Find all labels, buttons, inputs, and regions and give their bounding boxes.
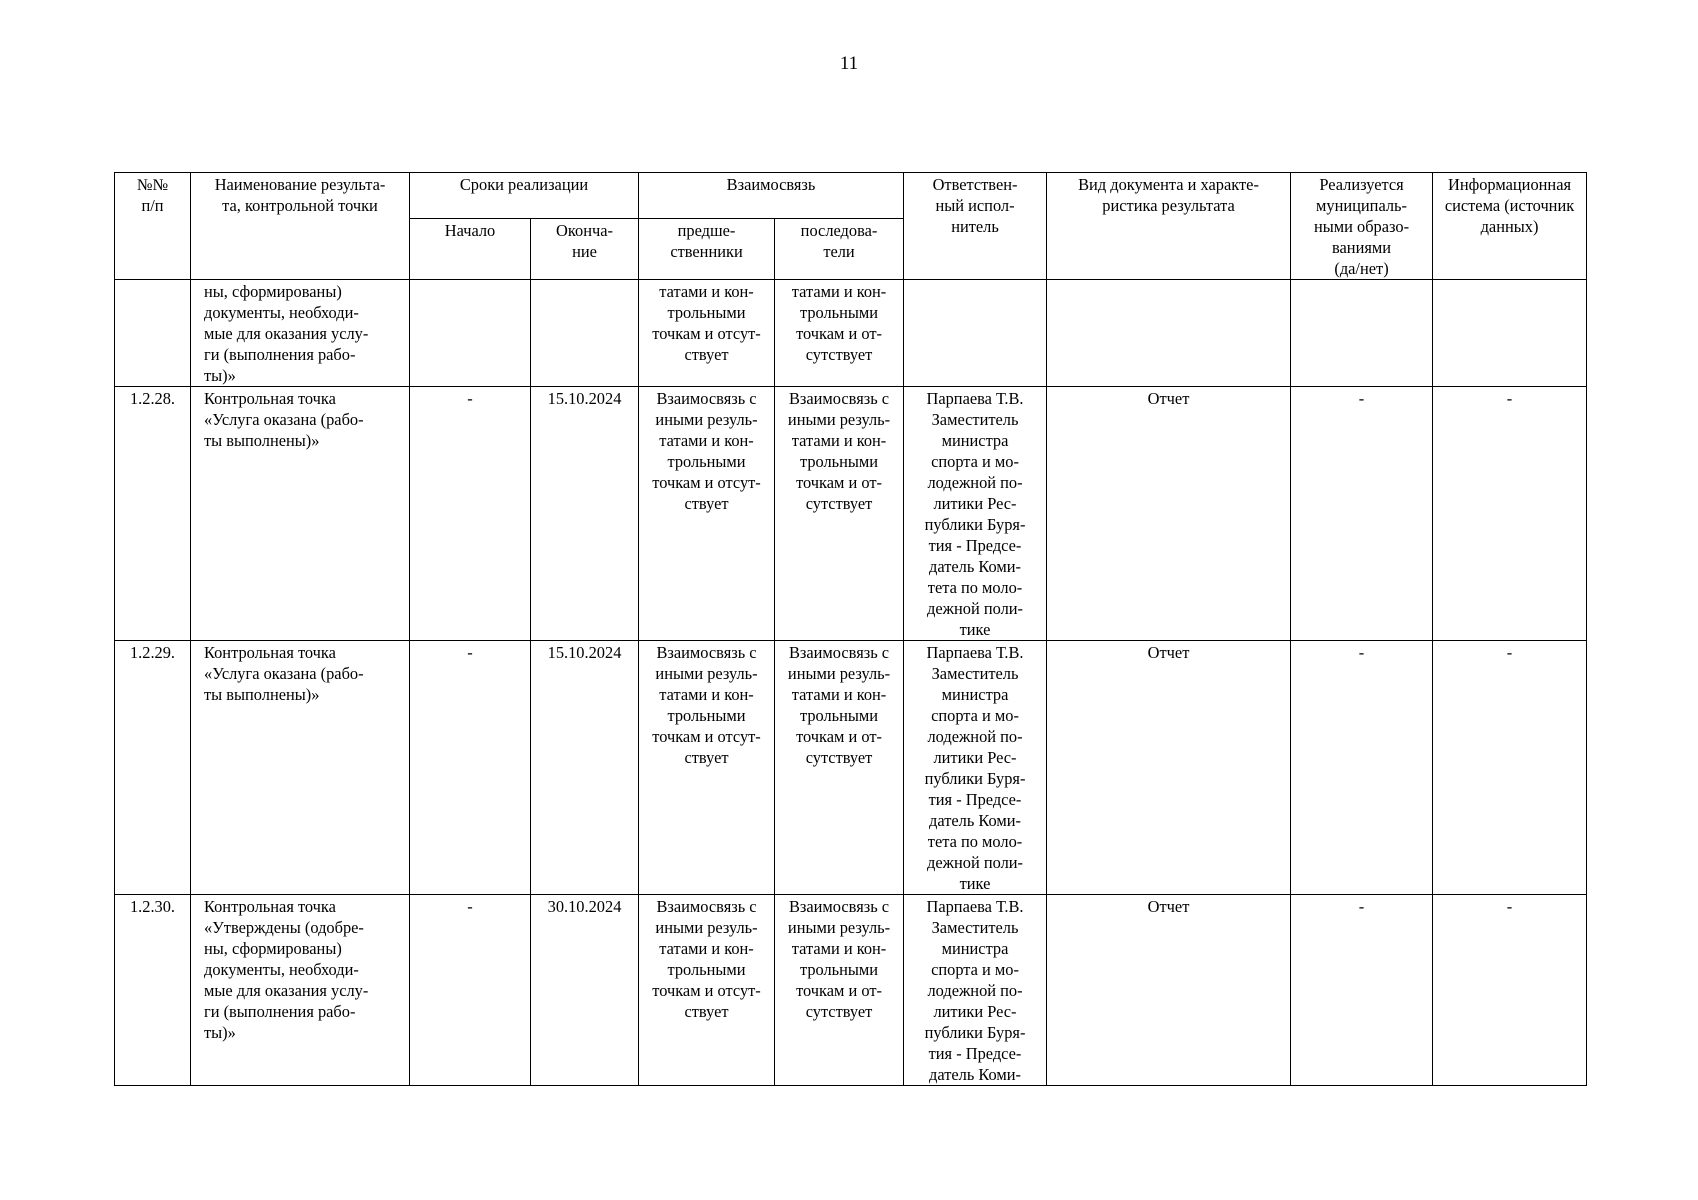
cell-start: - [410,387,531,641]
cell-info-system [1433,280,1587,387]
cell-municipal: - [1291,895,1433,1086]
header-successors: последова- тели [775,219,904,280]
header-link: Взаимосвязь [639,173,904,219]
header-document: Вид документа и характе- ристика результата [1047,173,1291,280]
cell-end: 30.10.2024 [531,895,639,1086]
cell-number: 1.2.28. [115,387,191,641]
table-row [115,387,1587,641]
cell-responsible: Парпаева Т.В. Заместитель министра спорта и мо- лодежной по- литики Рес- публики Буря- тия - Предсе- датель Коми- тета по моло- дежной поли- тике [904,387,1047,641]
cell-successors: Взаимосвязь с иными резуль- татами и кон- трольными точкам и от- сутствует [775,895,904,1086]
header-end: Оконча- ние [531,219,639,280]
header-name: Наименование результа- та, контрольной точки [191,173,410,280]
cell-municipal: - [1291,641,1433,895]
cell-successors: татами и кон- трольными точкам и от- сутствует [775,280,904,387]
cell-name: Контрольная точка «Услуга оказана (рабо- ты выполнены)» [191,387,410,641]
cell-successors: Взаимосвязь с иными резуль- татами и кон- трольными точкам и от- сутствует [775,387,904,641]
table-row [115,280,1587,387]
results-table [114,172,1587,1086]
header-predecessors: предше- ственники [639,219,775,280]
cell-responsible [904,280,1047,387]
cell-end [531,280,639,387]
cell-start [410,280,531,387]
cell-predecessors: Взаимосвязь с иными резуль- татами и кон- трольными точкам и отсут- ствует [639,641,775,895]
cell-end: 15.10.2024 [531,641,639,895]
page-number: 11 [839,53,859,74]
cell-predecessors: татами и кон- трольными точкам и отсут- ствует [639,280,775,387]
cell-name: Контрольная точка «Услуга оказана (рабо- ты выполнены)» [191,641,410,895]
cell-number: 1.2.30. [115,895,191,1086]
cell-responsible: Парпаева Т.В. Заместитель министра спорта и мо- лодежной по- литики Рес- публики Буря- тия - Предсе- датель Коми- тета по моло- дежной поли- тике [904,641,1047,895]
cell-document: Отчет [1047,641,1291,895]
header-info-system: Информационная система (источник данных) [1433,173,1587,280]
header-start: Начало [410,219,531,280]
cell-start: - [410,641,531,895]
cell-number: 1.2.29. [115,641,191,895]
cell-responsible: Парпаева Т.В. Заместитель министра спорта и мо- лодежной по- литики Рес- публики Буря- тия - Предсе- датель Коми- [904,895,1047,1086]
cell-municipal [1291,280,1433,387]
table-row [115,641,1587,895]
cell-municipal: - [1291,387,1433,641]
header-responsible: Ответствен- ный испол- нитель [904,173,1047,280]
cell-start: - [410,895,531,1086]
cell-document: Отчет [1047,895,1291,1086]
cell-document [1047,280,1291,387]
cell-number [115,280,191,387]
table-row [115,895,1587,1086]
header-num: №№ п/п [115,173,191,280]
cell-info-system: - [1433,641,1587,895]
cell-name: Контрольная точка «Утверждены (одобре- ны, сформированы) документы, необходи- мые для оказания услу- ги (выполнения рабо- ты)» [191,895,410,1086]
cell-info-system: - [1433,895,1587,1086]
cell-successors: Взаимосвязь с иными резуль- татами и кон- трольными точкам и от- сутствует [775,641,904,895]
header-terms: Сроки реализации [410,173,639,219]
cell-name: ны, сформированы) документы, необходи- мые для оказания услу- ги (выполнения рабо- ты)» [191,280,410,387]
cell-info-system: - [1433,387,1587,641]
header-municipal: Реализуется муниципаль- ными образо- ваниями (да/нет) [1291,173,1433,280]
cell-end: 15.10.2024 [531,387,639,641]
cell-predecessors: Взаимосвязь с иными резуль- татами и кон- трольными точкам и отсут- ствует [639,895,775,1086]
cell-predecessors: Взаимосвязь с иными резуль- татами и кон- трольными точкам и отсут- ствует [639,387,775,641]
cell-document: Отчет [1047,387,1291,641]
